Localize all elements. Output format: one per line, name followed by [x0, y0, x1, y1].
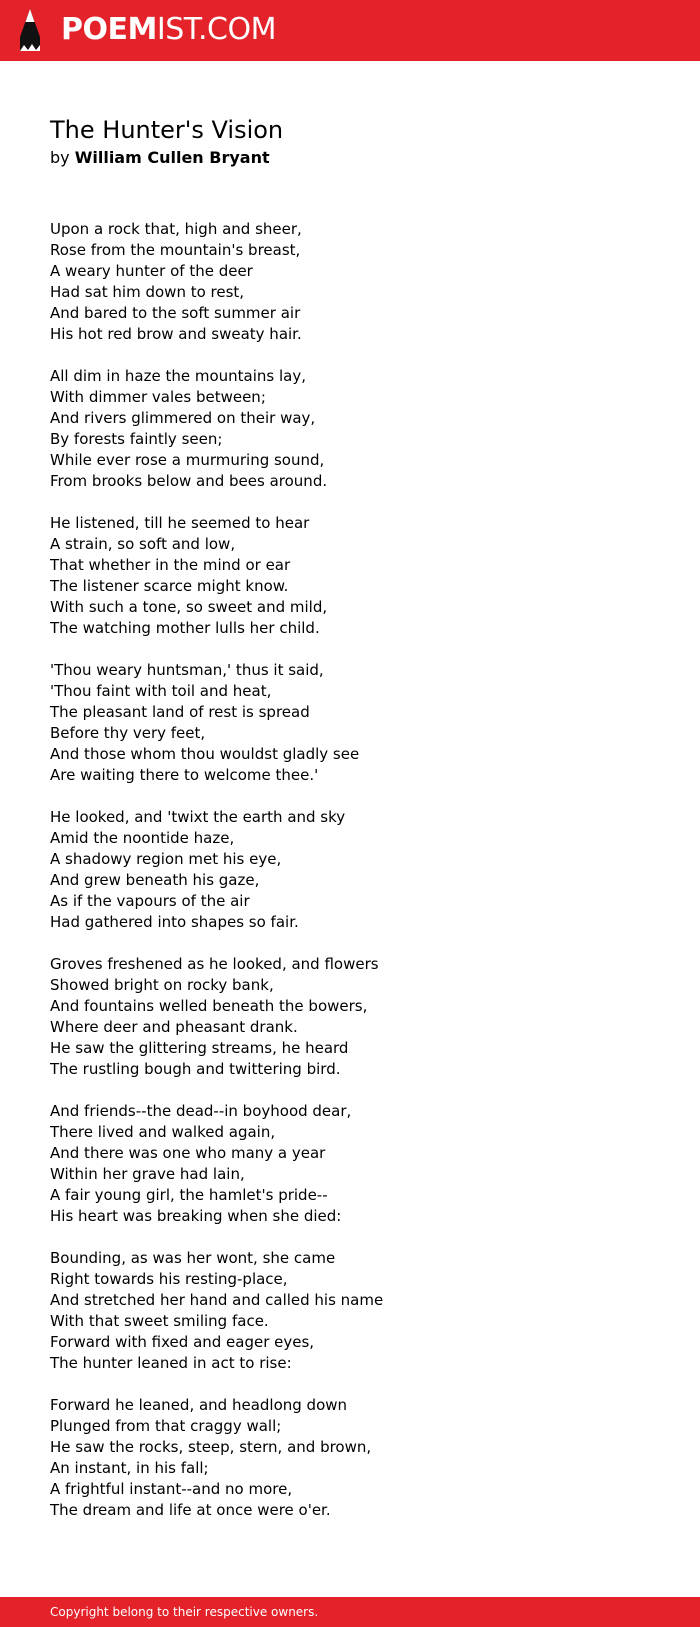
poem-line: Before thy very feet,: [50, 724, 206, 742]
poem-line: As if the vapours of the air: [50, 892, 250, 910]
stanza: [50, 660, 650, 786]
poem-line: The dream and life at once were o'er.: [50, 1501, 331, 1519]
poem-line: There lived and walked again,: [50, 1123, 276, 1141]
poem-line: Where deer and pheasant drank.: [50, 1018, 298, 1036]
poem-line: The listener scarce might know.: [50, 577, 289, 595]
poem-line: A shadowy region met his eye,: [50, 850, 282, 868]
poem-line: And friends--the dead--in boyhood dear,: [50, 1102, 352, 1120]
byline: [50, 147, 270, 169]
logo-light-text: IST.COM: [156, 12, 276, 47]
poem-line: Within her grave had lain,: [50, 1165, 245, 1183]
poem-line: A weary hunter of the deer: [50, 262, 253, 280]
poem-body: [50, 219, 650, 1542]
poem-line: The watching mother lulls her child.: [50, 619, 320, 637]
poem-line: Had sat him down to rest,: [50, 283, 245, 301]
poem-line: With such a tone, so sweet and mild,: [50, 598, 328, 616]
site-logo[interactable]: [61, 11, 276, 49]
author-name: William Cullen Bryant: [74, 148, 270, 167]
poem-line: While ever rose a murmuring sound,: [50, 451, 325, 469]
poem-line: And grew beneath his gaze,: [50, 871, 260, 889]
poem-line: A strain, so soft and low,: [50, 535, 236, 553]
poem-line: With that sweet smiling face.: [50, 1312, 269, 1330]
byline-prefix: by: [50, 148, 70, 167]
poem-line: All dim in haze the mountains lay,: [50, 367, 306, 385]
copyright-text: Copyright belong to their respective owners.: [50, 1605, 319, 1619]
poem-line: And fountains welled beneath the bowers,: [50, 997, 368, 1015]
poem-line: And there was one who many a year: [50, 1144, 326, 1162]
poem-line: 'Thou weary huntsman,' thus it said,: [50, 661, 324, 679]
poem-line: And stretched her hand and called his name: [50, 1291, 384, 1309]
poem-line: The rustling bough and twittering bird.: [50, 1060, 341, 1078]
poem-line: He looked, and 'twixt the earth and sky: [50, 808, 346, 826]
logo-bold-text: POEM: [61, 12, 157, 47]
poem-line: Showed bright on rocky bank,: [50, 976, 274, 994]
poem-line: A fair young girl, the hamlet's pride--: [50, 1186, 328, 1204]
site-header: [0, 0, 700, 61]
poem-line: A frightful instant--and no more,: [50, 1480, 293, 1498]
stanza: [50, 1248, 650, 1374]
poem-line: Bounding, as was her wont, she came: [50, 1249, 336, 1267]
poem-line: From brooks below and bees around.: [50, 472, 328, 490]
poem-line: By forests faintly seen;: [50, 430, 223, 448]
poem-line: The hunter leaned in act to rise:: [50, 1354, 292, 1372]
poem-line: That whether in the mind or ear: [50, 556, 291, 574]
stanza: [50, 1101, 650, 1227]
poem-line: 'Thou faint with toil and heat,: [50, 682, 272, 700]
poem-line: His hot red brow and sweaty hair.: [50, 325, 302, 343]
poem-line: Forward with fixed and eager eyes,: [50, 1333, 315, 1351]
poem-line: And rivers glimmered on their way,: [50, 409, 316, 427]
poem-line: Had gathered into shapes so fair.: [50, 913, 299, 931]
stanza: [50, 1395, 650, 1521]
poem-line: He listened, till he seemed to hear: [50, 514, 310, 532]
poem-line: His heart was breaking when she died:: [50, 1207, 342, 1225]
stanza: [50, 513, 650, 639]
poem-line: Right towards his resting-place,: [50, 1270, 288, 1288]
poem-line: Plunged from that craggy wall;: [50, 1417, 282, 1435]
pencil-icon[interactable]: [17, 9, 43, 51]
stanza: [50, 954, 650, 1080]
poem-line: Are waiting there to welcome thee.': [50, 766, 319, 784]
stanza: [50, 807, 650, 933]
poem-line: The pleasant land of rest is spread: [50, 703, 310, 721]
poem-line: He saw the glittering streams, he heard: [50, 1039, 349, 1057]
poem-line: Rose from the mountain's breast,: [50, 241, 301, 259]
poem-line: Groves freshened as he looked, and flowers: [50, 955, 379, 973]
poem-line: He saw the rocks, steep, stern, and brown,: [50, 1438, 372, 1456]
poem-line: With dimmer vales between;: [50, 388, 266, 406]
poem-line: Amid the noontide haze,: [50, 829, 235, 847]
poem-line: And those whom thou wouldst gladly see: [50, 745, 360, 763]
poem-line: Upon a rock that, high and sheer,: [50, 220, 302, 238]
poem-line: An instant, in his fall;: [50, 1459, 209, 1477]
poem-title: The Hunter's Vision: [50, 116, 284, 144]
poem-line: Forward he leaned, and headlong down: [50, 1396, 348, 1414]
stanza: [50, 366, 650, 492]
stanza: [50, 219, 650, 345]
site-footer: [0, 1597, 700, 1627]
poem-line: And bared to the soft summer air: [50, 304, 301, 322]
